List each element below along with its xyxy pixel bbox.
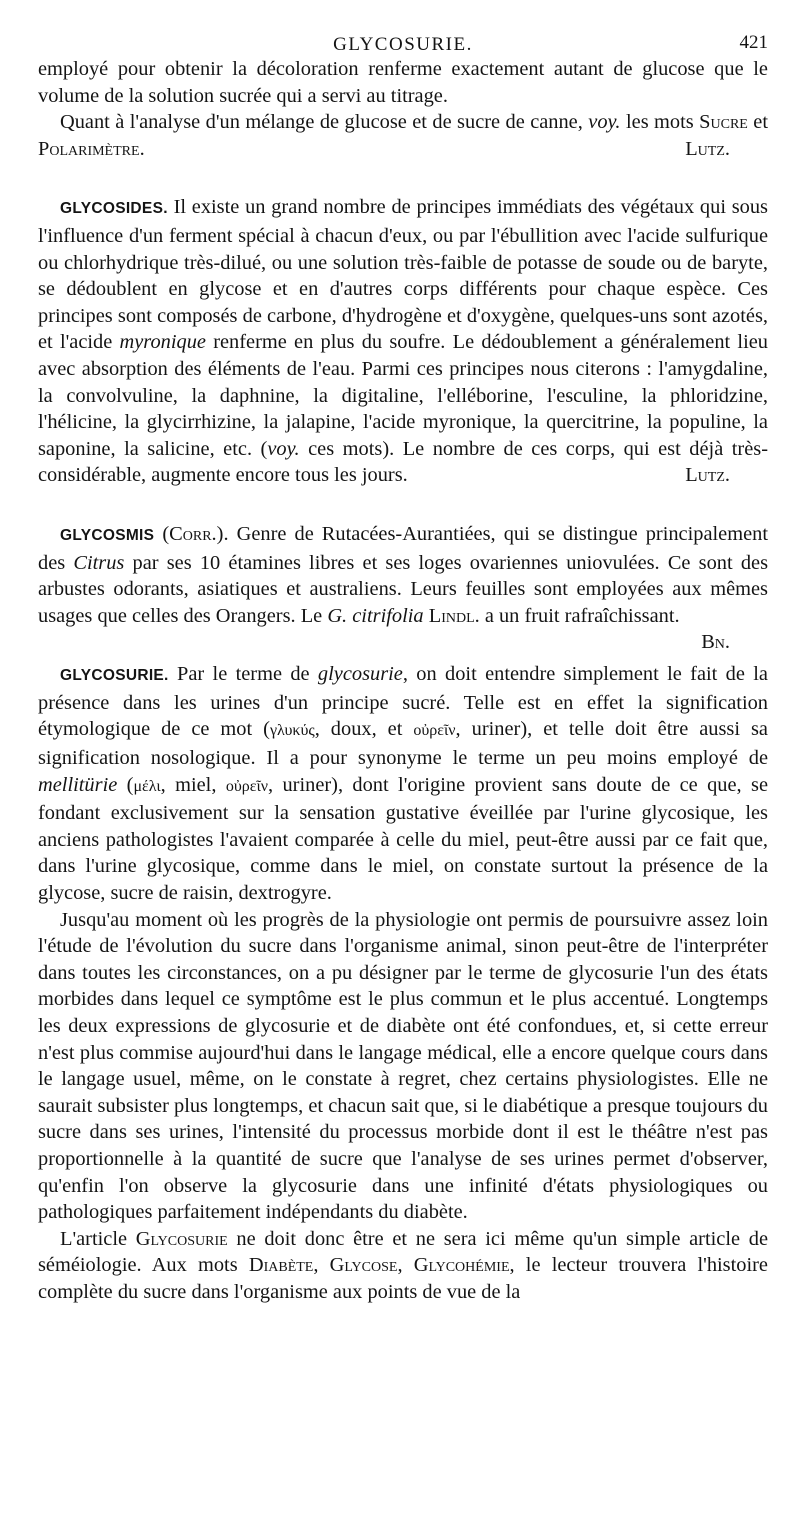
glycosurie-paragraph-3: L'article Glycosurie ne doit donc être et ne sera ici même qu'un simple article de séméiologie. Aux mots Diabète, Glycose, Glycohémie, le lecteur trouvera l'histoire complète du sucre dans l'organisme aux points de vue de la xyxy=(38,1227,768,1303)
running-title: GLYCOSURIE. xyxy=(333,34,473,55)
author-signature: Lutz. xyxy=(685,137,730,160)
ref-sucre: Sucre xyxy=(699,111,748,134)
glycosurie-paragraph-2: Jusqu'au moment où les progrès de la physiologie ont permis de poursuivre assez loin l'étude de l'évolution du sucre dans l'organisme animal, sinon peut-être de l'interpréter dans toutes les circonstances, on a pu désigner par le terme de glycosurie l'un des états morbides dans lequel ce symptôme est le plus commun et le plus accentué. Longtemps les deux expressions de glycosurie et de diabète ont été confondues, et, si cette erreur n'est plus commise aujourd'hui dans le langage médical, elle a encore quelque cours dans le langage usuel, même, on le constate à regret, chez certains physiologistes. Elle ne saurait subsister plus longtemps, et chacun sait que, si le diabétique a presque toujours du sucre dans ses urines, l'intensité du processus morbide dont il est le théâtre n'est pas proportionnelle à la quantité de sucre que l'analyse de ses urines permet d'observer, qu'enfin l'on observe la glycosurie dans une infinité d'états physiologiques ou pathologiques parfaitement indépendants du diabète. xyxy=(38,908,768,1224)
page-bottom-margin xyxy=(38,1354,768,1414)
intro-paragraph-2: Quant à l'analyse d'un mélange de glucose et de sucre de canne, voy. les mots Sucre et Polarimètre. Lutz. xyxy=(38,109,768,162)
headword-glycosurie: GLYCOSURIE. xyxy=(60,667,169,685)
intro-text: employé pour obtenir la décoloration renferme exactement autant de glucose que le volume de la solution sucrée qui a servi au titrage. xyxy=(38,58,768,107)
headword-glycosmis: GLYCOSMIS xyxy=(60,526,155,544)
intro-paragraph-1 xyxy=(38,56,768,109)
author-signature: Lutz. xyxy=(685,464,730,487)
entry-glycosmis: GLYCOSMIS (Corr.). Genre de Rutacées-Aurantiées, qui se distingue principalement des Citrus par ses 10 étamines libres et ses loges ovariennes uniovulées. Ce sont des arbustes odorants, asiatiques et australiens. Leurs feuilles sont employées aux mêmes usages que celles des Orangers. Le G. citrifolia Lindl. a un fruit rafraîchissant. Bn. xyxy=(38,521,768,629)
page-body xyxy=(38,56,768,1414)
ref-polarimetre: Polarimètre xyxy=(38,137,140,160)
entry-glycosurie: GLYCOSURIE. Par le terme de glycosurie, on doit entendre simplement le fait de la présence dans les urines d'un principe sucré. Telle est en effet la signification étymologique de ce mot (γλυκύς, doux, et οὐρεῖν, uriner), et telle doit être aussi sa signification nosologique. Il a pour synonyme le terme un peu moins employé de mellitürie (μέλι, miel, οὐρεῖν, uriner), dont l'origine provient sans doute de ce que, se fondant exclusivement sur la sensation gustative éveillée par l'urine glycosique, les anciens pathologistes l'avaient comparée à celle du miel, peut-être aussi par ce fait que, dans l'urine glycosique, comme dans le miel, on constate surtout la présence de la glycose, sucre de raisin, dextrogyre. xyxy=(38,663,768,905)
document-page xyxy=(38,0,768,1414)
running-header xyxy=(38,0,768,56)
page-number: 421 xyxy=(739,32,768,53)
headword-glycosides: GLYCOSIDES. xyxy=(60,200,168,218)
author-signature: Bn. xyxy=(701,631,730,654)
entry-glycosides: GLYCOSIDES. Il existe un grand nombre de principes immédiats des végétaux qui sous l'influence d'un ferment spécial à chacun d'eux, ou par l'ébullition avec l'acide sulfurique ou chlorhydrique très-dilué, ou une solution très-faible de potasse de soude ou de baryte, se dédoublent en glycose et en d'autres corps différents pour chaque espèce. Ces principes sont composés de carbone, d'hydrogène et d'oxygène, quelques-uns sont azotés, et l'acide myronique renferme en plus du soufre. Le dédoublement a généralement lieu avec absorption des éléments de l'eau. Parmi ces principes nous citerons : l'amygdaline, la convolvuline, la daphnine, la digitaline, l'elléborine, l'esculine, la phloridzine, l'hélicine, la glycirrhizine, la jalapine, l'acide myronique, la quercitrine, la populine, la saponine, la salicine, etc. (voy. ces mots). Le nombre de ces corps, qui est déjà très-considérable, augmente encore tous les jours. Lutz. xyxy=(38,194,768,489)
cross-reference: voy. xyxy=(588,111,621,134)
